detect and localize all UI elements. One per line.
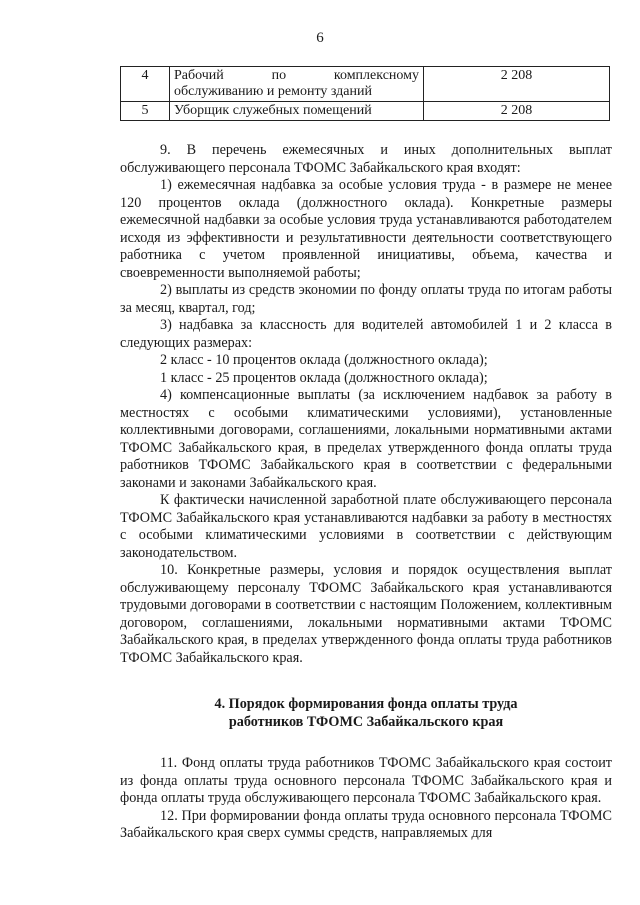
paragraph-9-climate-allowance: К фактически начисленной заработной плате обслуживающего персонала ТФОМС Забайкальского края устанавливаются надбавки за работу в местностях с особыми климатическими условиями в соответствии с действующим законодательством. xyxy=(120,492,612,561)
document-body xyxy=(120,142,612,843)
paragraph-12: 12. При формировании фонда оплаты труда основного персонала ТФОМС Забайкальского края сверх суммы средств, направляемых для xyxy=(120,807,612,841)
paragraph-9-item-4: 4) компенсационные выплаты (за исключением надбавок за работу в местностях с особыми климатическими условиями), установленные коллективными договорами, соглашениями, локальными нормативными актами ТФОМС Забайкальского края, в пределах утвержденного фонда оплаты труда работников ТФОМС Забайкальского края в соответствии с федеральными законами и законами Забайкальского края. xyxy=(120,387,612,491)
job-title-line: Рабочий по комплексному xyxy=(174,68,419,83)
paragraph-9-item-1: 1) ежемесячная надбавка за особые условия труда - в размере не менее 120 процентов оклада (должностного оклада). Конкретные размеры ежемесячной надбавки за особые условия труда устанавливаются работодателем исходя из эффективности и результативности деятельности соответствующего работника с учетом проявленной инициативы, объема, качества и своевременности выполняемой работы; xyxy=(120,177,612,281)
section-heading-line: работников ТФОМС Забайкальского края xyxy=(228,714,504,730)
staff-salary-table xyxy=(120,66,610,121)
section-heading-line: 4. Порядок формирования фонда оплаты труда xyxy=(214,696,518,712)
salary-cell: 2 208 xyxy=(424,67,610,102)
paragraph-9-item-3-class-1: 1 класс - 25 процентов оклада (должностного оклада); xyxy=(160,369,488,386)
row-number: 5 xyxy=(121,102,170,121)
paragraph-11: 11. Фонд оплаты труда работников ТФОМС Забайкальского края состоит из фонда оплаты труда основного персонала ТФОМС Забайкальского края и фонда оплаты труда обслуживающего персонала ТФОМС Забайкальского края. xyxy=(120,755,612,806)
job-title-line: обслуживанию и ремонту зданий xyxy=(174,84,372,99)
row-number: 4 xyxy=(121,67,170,102)
job-title-cell xyxy=(170,102,424,121)
job-title-cell xyxy=(170,67,424,102)
table-row xyxy=(121,67,610,102)
table-row xyxy=(121,102,610,121)
job-title-line: Уборщик служебных помещений xyxy=(174,103,372,118)
paragraph-9: 9. В перечень ежемесячных и иных дополнительных выплат обслуживающего персонала ТФОМС Забайкальского края входят: xyxy=(120,142,612,176)
section-heading xyxy=(120,695,612,731)
paragraph-9-item-3-class-2: 2 класс - 10 процентов оклада (должностного оклада); xyxy=(160,352,488,368)
paragraph-9-item-3: 3) надбавка за классность для водителей автомобилей 1 и 2 класса в следующих размерах: xyxy=(120,317,612,351)
paragraph-10: 10. Конкретные размеры, условия и порядок осуществления выплат обслуживающему персоналу ТФОМС Забайкальского края устанавливаются трудовыми договорами в соответствии с настоящим Положением, коллективным договором, соглашениями, локальными нормативными актами ТФОМС Забайкальского края, в пределах утвержденного фонда оплаты труда работников ТФОМС Забайкальского края. xyxy=(120,562,612,666)
paragraph-9-item-2: 2) выплаты из средств экономии по фонду оплаты труда по итогам работы за месяц, квартал, год; xyxy=(120,282,612,316)
salary-cell: 2 208 xyxy=(424,102,610,121)
page-number: 6 xyxy=(316,30,324,46)
